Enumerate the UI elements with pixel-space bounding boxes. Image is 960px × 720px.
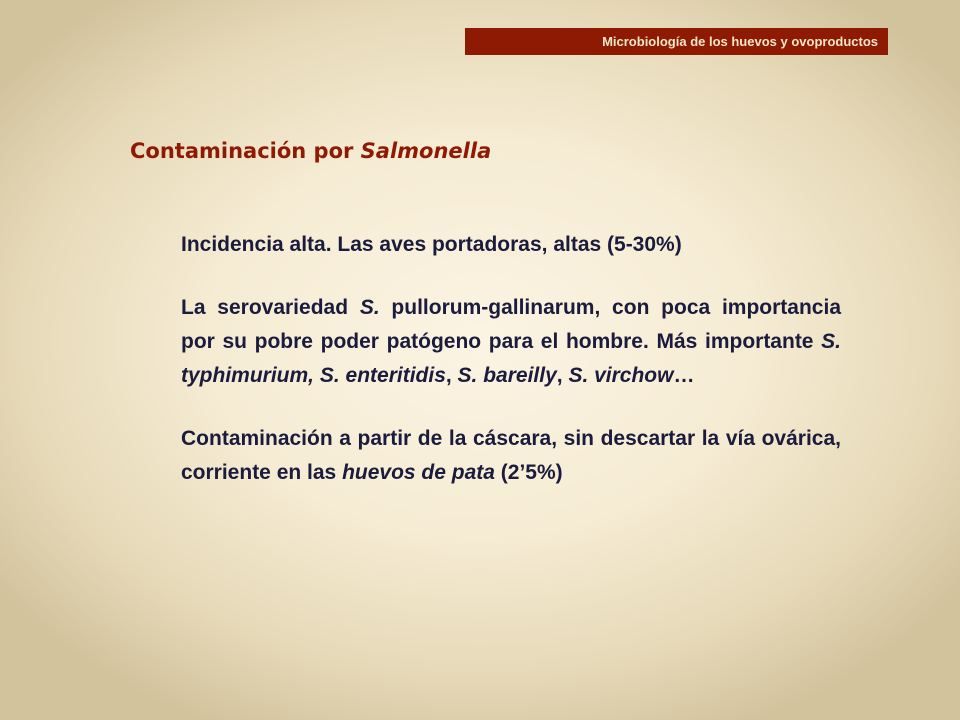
header-banner-text: Microbiología de los huevos y ovoproductos [602, 34, 878, 49]
p2-part2: pullorum-gallinarum, con poca importancia por su pobre poder patógeno para el hombre. Más importante [181, 296, 841, 353]
paragraph-contamination [181, 422, 841, 490]
paragraph-incidence-text: Incidencia alta. Las aves portadoras, altas (5-30%) [181, 233, 682, 256]
p2-italic4: S. virchow [568, 364, 674, 387]
p3-italic1: huevos de pata [342, 461, 495, 484]
slide-content [181, 228, 841, 490]
p2-part4: , [556, 364, 569, 387]
p3-part2: (2’5%) [494, 461, 563, 484]
p2-italic1: S. [359, 296, 380, 319]
p2-italic2: S. typhimurium, S. enteritidis [181, 330, 841, 387]
header-banner [465, 28, 888, 55]
p2-part3: , [445, 364, 458, 387]
p2-italic3: S. bareilly [457, 364, 557, 387]
p3-part1: Contaminación a partir de la cáscara, sin descartar la vía ovárica, corriente en las [181, 427, 841, 484]
paragraph-serovariety [181, 291, 841, 393]
title-text: Contaminación por [130, 139, 361, 163]
p2-part5: … [673, 364, 695, 387]
paragraph-incidence [181, 228, 841, 262]
slide-title [130, 139, 491, 163]
p2-part1: La serovariedad [181, 296, 360, 319]
title-organism: Salmonella [360, 139, 492, 163]
